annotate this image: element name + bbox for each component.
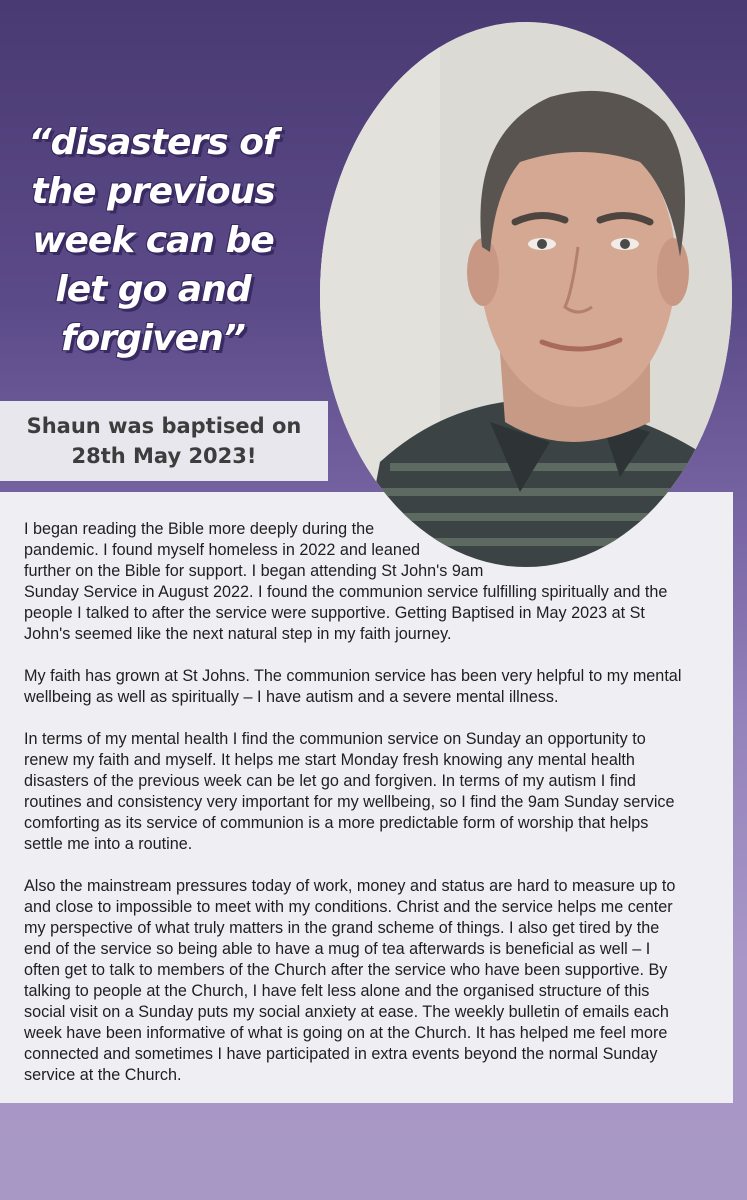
story-line: disasters of the previous week can be let go and forgiven. In terms of my autism I find — [24, 772, 636, 790]
story-paragraph — [24, 729, 724, 855]
story-line: people I talked to after the service were supportive. Getting Baptised in May 2023 at St — [24, 604, 645, 622]
story-line: I began reading the Bible more deeply during the — [24, 520, 375, 538]
quote-line: let go and — [55, 269, 251, 310]
story-line: pandemic. I found myself homeless in 2022 and leaned — [24, 541, 420, 559]
story-line: week have been informative of what is going on at the Church. It has helped me feel more — [24, 1024, 668, 1042]
quote-line: the previous — [31, 171, 275, 212]
story-line: wellbeing as well as spiritually – I have autism and a severe mental illness. — [24, 688, 559, 706]
story-line: and close to impossible to meet with my conditions. Christ and the service helps me center — [24, 898, 673, 916]
story-line: talking to people at the Church, I have felt less alone and the organised structure of this — [24, 982, 650, 1000]
story-line: comforting as its service of communion is a more predictable form of worship that helps — [24, 814, 649, 832]
quote-line: week can be — [32, 220, 274, 261]
story-line: settle me into a routine. — [24, 835, 193, 853]
story-line: In terms of my mental health I find the communion service on Sunday an opportunity to — [24, 730, 646, 748]
story-line: John's seemed like the next natural step in my faith journey. — [24, 625, 452, 643]
baptism-banner — [0, 401, 328, 481]
story-text — [24, 519, 724, 1086]
portrait-photo — [320, 22, 732, 567]
story-line: routines and consistency very important for my wellbeing, so I find the 9am Sunday service — [24, 793, 675, 811]
story-line: further on the Bible for support. I began attending St John's 9am — [24, 562, 484, 580]
pull-quote — [8, 118, 298, 363]
baptism-text — [14, 411, 314, 471]
baptism-line: Shaun was baptised on — [26, 414, 302, 438]
story-line: service at the Church. — [24, 1066, 182, 1084]
story-paragraph — [24, 876, 724, 1086]
story-line: renew my faith and myself. It helps me start Monday fresh knowing any mental health — [24, 751, 635, 769]
story-paragraph — [24, 519, 724, 645]
portrait-illustration — [320, 22, 732, 567]
story-line: Also the mainstream pressures today of work, money and status are hard to measure up to — [24, 877, 676, 895]
story-line: end of the service so being able to have a mug of tea afterwards is beneficial as well – I — [24, 940, 651, 958]
baptism-line: 28th May 2023! — [71, 444, 257, 468]
story-line: My faith has grown at St Johns. The communion service has been very helpful to my mental — [24, 667, 682, 685]
quote-line: forgiven” — [61, 318, 245, 359]
story-line: Sunday Service in August 2022. I found the communion service fulfilling spiritually and the — [24, 583, 668, 601]
story-line: my perspective of what truly matters in the grand scheme of things. I also get tired by the — [24, 919, 660, 937]
story-paragraph — [24, 666, 724, 708]
quote-line: “disasters of — [28, 122, 278, 163]
story-line: often get to talk to members of the Church after the service who have been supportive. By — [24, 961, 668, 979]
story-line: connected and sometimes I have participated in extra events beyond the normal Sunday — [24, 1045, 658, 1063]
story-line: social visit on a Sunday puts my social anxiety at ease. The weekly bulletin of emails each — [24, 1003, 669, 1021]
